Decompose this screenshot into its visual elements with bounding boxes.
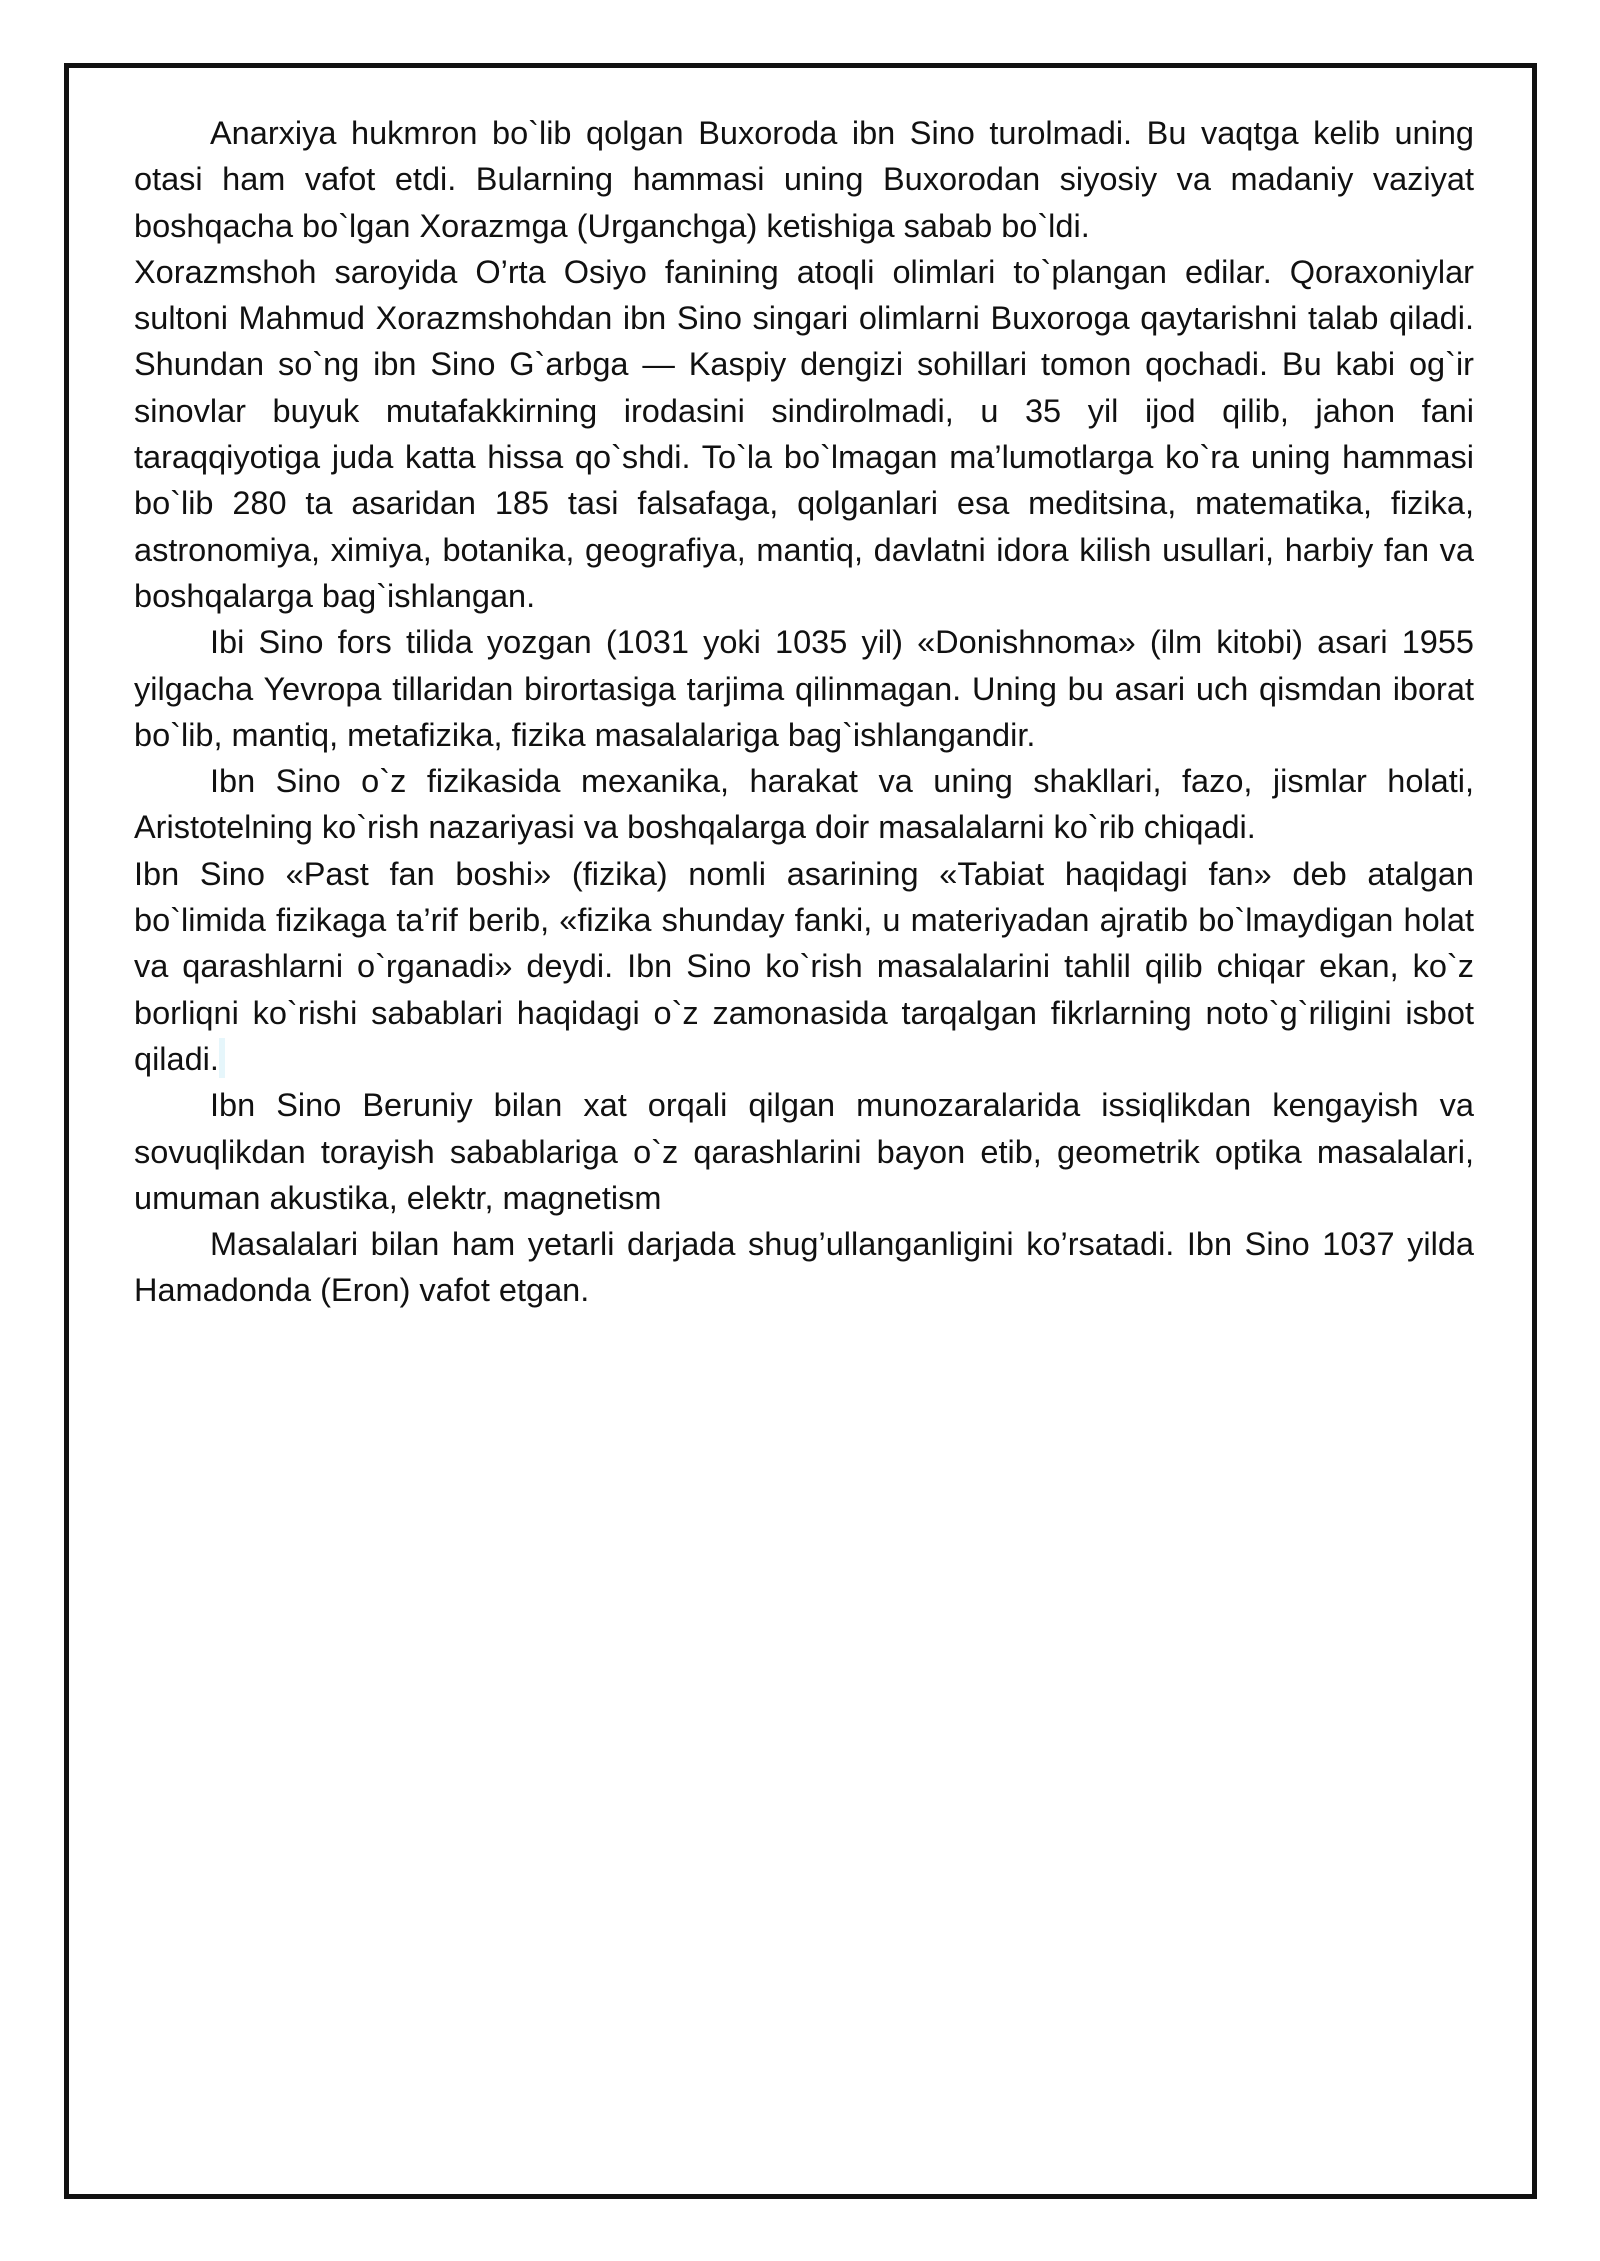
document-body (134, 110, 1474, 1314)
paragraph: Anarxiya hukmron bo`lib qolgan Buxoroda ibn Sino turolmadi. Bu vaqtga kelib uning otasi ham vafot etdi. Bularning hammasi uning Buxorodan siyosiy va madaniy vaziyat boshqacha bo`lgan Xorazmga (Urganchga) ketishiga sabab bo`ldi. (134, 115, 1474, 244)
paragraph: Xorazmshoh saroyida O’rta Osiyo fanining atoqli olimlari to`plangan edilar. Qoraxoniylar sultoni Mahmud Xorazmshohdan ibn Sino singari olimlarni Buxoroga qaytarishni talab qiladi. Shundan so`ng ibn Sino G`arbga — Kaspiy dengizi sohillari tomon qochadi. Bu kabi og`ir sinovlar buyuk mutafakkirning irodasini sindirolmadi, u 35 yil ijod qilib, jahon fani taraqqiyotiga juda katta hissa qo`shdi. To`la bo`lmagan ma’lumotlarga ko`ra uning hammasi bo`lib 280 ta asaridan 185 tasi falsafaga, qolganlari esa meditsina, matematika, fizika, astronomiya, ximiya, botanika, geografiya, mantiq, davlatni idora kilish usullari, harbiy fan va boshqalarga bag`ishlangan. (134, 253, 1474, 614)
paragraph: Ibn Sino Beruniy bilan xat orqali qilgan munozaralarida issiqlikdan kengayish va sovuqlikdan torayish sabablariga o`z qarashlarini bayon etib, geometrik optika masalalari, umuman akustika, elektr, magnetism (134, 1087, 1474, 1216)
paragraph: Ibi Sino fors tilida yozgan (1031 yoki 1035 yil) «Donishnoma» (ilm kitobi) asari 1955 yilgacha Yevropa tillaridan birortasiga tarjima qilinmagan. Uning bu asari uch qismdan iborat bo`lib, mantiq, metafizika, fizika masalalariga bag`ishlangandir. (134, 624, 1474, 753)
paragraph: Ibn Sino o`z fizikasida mexanika, harakat va uning shakllari, fazo, jismlar holati, Aristotelning ko`rish nazariyasi va boshqalarga doir masalalarni ko`rib chiqadi. (134, 763, 1474, 846)
paragraph (134, 851, 1474, 1082)
paragraph: Masalalari bilan ham yetarli darjada shug’ullanganligini ko’rsatadi. Ibn Sino 1037 yilda Hamadonda (Eron) vafot etgan. (134, 1226, 1474, 1309)
paragraph-text: Ibn Sino «Past fan boshi» (fizika) nomli asarining «Tabiat haqidagi fan» deb atalgan bo`limida fizikaga ta’rif berib, «fizika shunday fanki, u materiyadan ajratib bo`lmaydigan holat va qarashlarni o`rganadi» deydi. Ibn Sino ko`rish masalalarini tahlil qilib chiqar ekan, ko`z borliqni ko`rishi sabablari haqidagi o`z zamonasida tarqalgan fikrlarning noto`g`riligini isbot qiladi. (134, 855, 1474, 1077)
text-cursor (219, 1038, 225, 1078)
